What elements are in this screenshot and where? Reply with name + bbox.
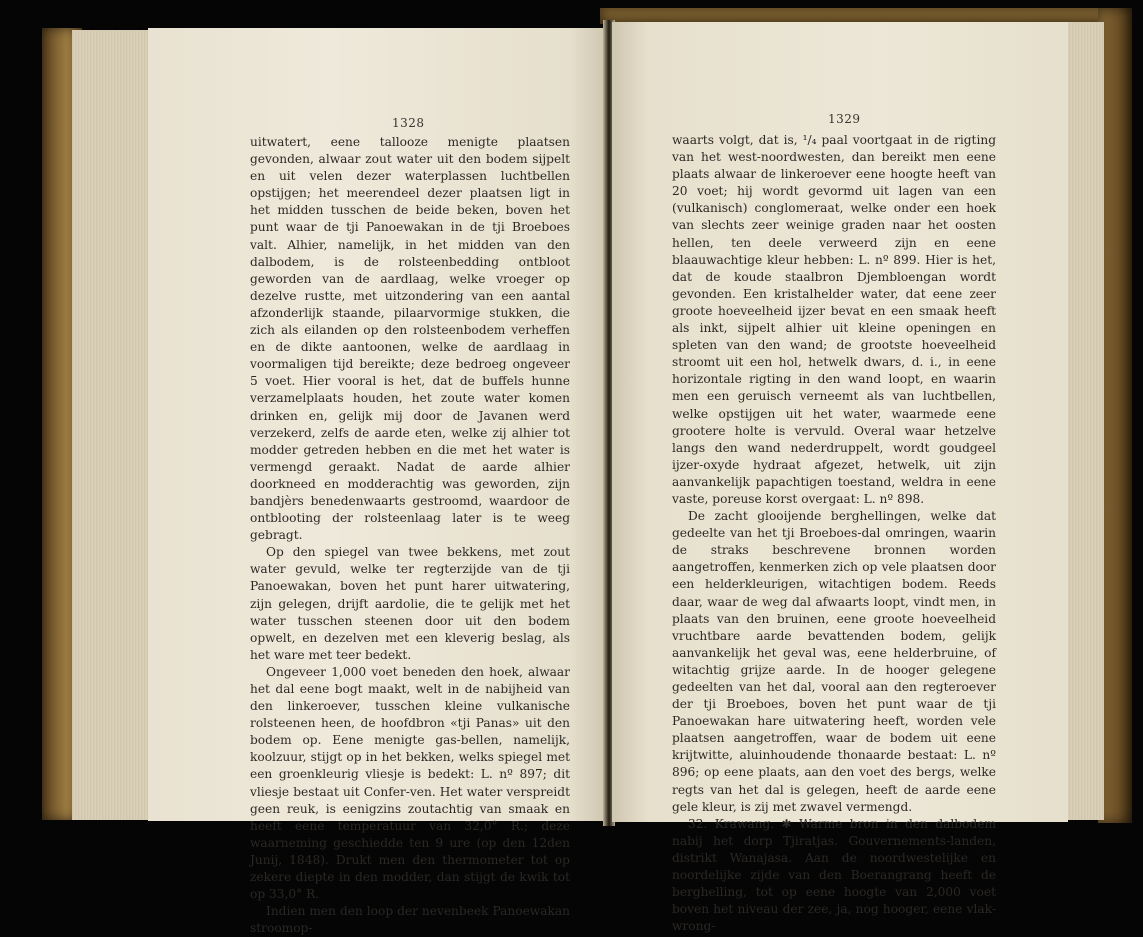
paragraph: uitwatert, eene tallooze menigte plaatsen gevonden, alwaar zout water uit den bodem sijpelt en uit velen dezer waterplassen luchtbellen opstijgen; het meerendeel dezer plaatsen ligt in het midden tusschen de beide beken, boven het punt waar de tji Panoewakan in de tji Broeboes valt. Alhier, namelijk, in het midden van den dalbodem, is de rolsteenbedding ontbloot geworden van de aardlaag, welke vroeger op dezelve rustte, met uitzondering van een aantal afzonderlijk staande, pilaarvormige stukken, die zich als eilanden op den rolsteenbodem verheffen en de dikte aantoonen, welke de aardlaag in voormaligen tijd bereikte; deze bedroeg ongeveer 5 voet. Hier vooral is het, dat de buffels hunne verzamelplaats houden, het zoute water komen drinken en, gelijk mij door de Javanen werd verzekerd, zelfs de aarde eten, welke zij alhier tot modder getreden hebben en die met het water is vermengd geraakt. Nadat de aarde alhier doorkneed en modderachtig was geworden, zijn bandjèrs benedenwaarts gestroomd, waardoor de ontblooting der rolsteenlaag later is te weeg gebragt. xyxy=(250,135,570,543)
page-edges-left xyxy=(72,30,150,820)
paragraph: Ongeveer 1,000 voet beneden den hoek, alwaar het dal eene bogt maakt, welt in de nabijheid van den linkeroever, tusschen kleine vulkanische rolsteenen heen, de hoofdbron «tji Panas» uit den bodem op. Eene menigte gas-bellen, namelijk, koolzuur, stijgt op in het bekken, welks spiegel met een groenkleurig vliesje is bedekt: L. nº 897; dit vliesje bestaat uit Confer-ven. Het water verspreidt geen reuk, is eenigzins zoutachtig van smaak en heeft eene temperatuur van 32,0° R.; deze waarneming geschiedde ten 9 ure (op den 12den Junij, 1848). Drukt men den thermometer tot op zekere diepte in den modder, dan stijgt de kwik tot op 33,0° R. xyxy=(250,664,570,902)
page-number-left: 1328 xyxy=(392,116,425,130)
paragraph: De zacht glooijende berghellingen, welke dat gedeelte van het tji Broeboes-dal omringen, waarin de straks beschrevene bronnen worden aangetroffen, kenmerken zich op vele plaatsen door een helderkleurigen, witachtigen bodem. Reeds daar, waar de weg dal afwaarts loopt, vindt men, in plaats van den bruinen, eene groote hoeveelheid vruchtbare aarde bevattenden bodem, gelijk aanvankelijk het geval was, eene helderbruine, of witachtig grijze aarde. In de hooger gelegene gedeelten van het dal, vooral aan den regteroever der tji Broeboes, boven het punt waar de tji Panoewakan hare uitwatering heeft, worden vele plaatsen aangetroffen, waar de bodem uit eene krijtwitte, aluinhoudende thonaarde bestaat: L. nº 896; op eene plaats, aan den voet des bergs, welke regts van het dal is gelegen, heeft de aarde eene gele kleur, is zij met zwavel vermengd. xyxy=(672,509,996,814)
paragraph: 32. Krawang. ✱ Warme bron in den dalbodem nabij het dorp Tjiratjas. Gouvernements-landen, distrikt Wanajasa. Aan de noordwestelijke en noordelijke zijde van den Boerangrang heeft de berghelling, tot op eene hoogte van 2,000 voet boven het niveau der zee, ja, nog hooger, eene vlak-wrong- xyxy=(672,816,996,934)
right-page-text xyxy=(672,132,996,935)
right-page xyxy=(612,22,1068,934)
left-page-text xyxy=(250,134,570,937)
paragraph: Op den spiegel van twee bekkens, met zout water gevuld, welke ter regterzijde van de tji Panoewakan, boven het punt harer uitwatering, zijn gelegen, drijft aardolie, die te gelijk met het water tusschen steenen door uit den bodem opwelt, en dezelven met een kleverig beslag, als het ware met teer bedekt. xyxy=(250,545,570,662)
paragraph: Indien men den loop der nevenbeek Panoewakan stroomop- xyxy=(250,904,570,936)
page-number-right: 1329 xyxy=(828,112,861,126)
page-edges-right xyxy=(1066,22,1104,820)
paragraph: waarts volgt, dat is, ¹/₄ paal voortgaat in de rigting van het west-noordwesten, dan bereikt men eene plaats alwaar de linkeroever eene hoogte heeft van 20 voet; hij wordt gevormd uit lagen van een (vulkanisch) conglomeraat, welke onder een hoek van slechts zeer weinige graden naar het oosten hellen, ten deele verweerd zijn en eene blaauwachtige kleur hebben: L. nº 899. Hier is het, dat de koude staalbron Djembloengan wordt gevonden. Een kristalhelder water, dat eene zeer groote hoeveelheid ijzer bevat en een smaak heeft als inkt, sijpelt alhier uit kleine openingen en spleten van den wand; de grootste hoeveelheid stroomt uit een hol, hetwelk dwars, d. i., in eene horizontale rigting in den wand loopt, en waarin men een geruisch verneemt als van luchtbellen, welke opstijgen uit het water, waarmede eene grootere holte is vervuld. Overal waar hetzelve langs den wand nederdruppelt, wordt goudgeel ijzer-oxyde hydraat afgezet, hetwelk, uit zijn aanvankelijk papachtigen toestand, weldra in eene vaste, poreuse korst overgaat: L. nº 898. xyxy=(672,133,996,506)
left-page xyxy=(148,28,606,936)
